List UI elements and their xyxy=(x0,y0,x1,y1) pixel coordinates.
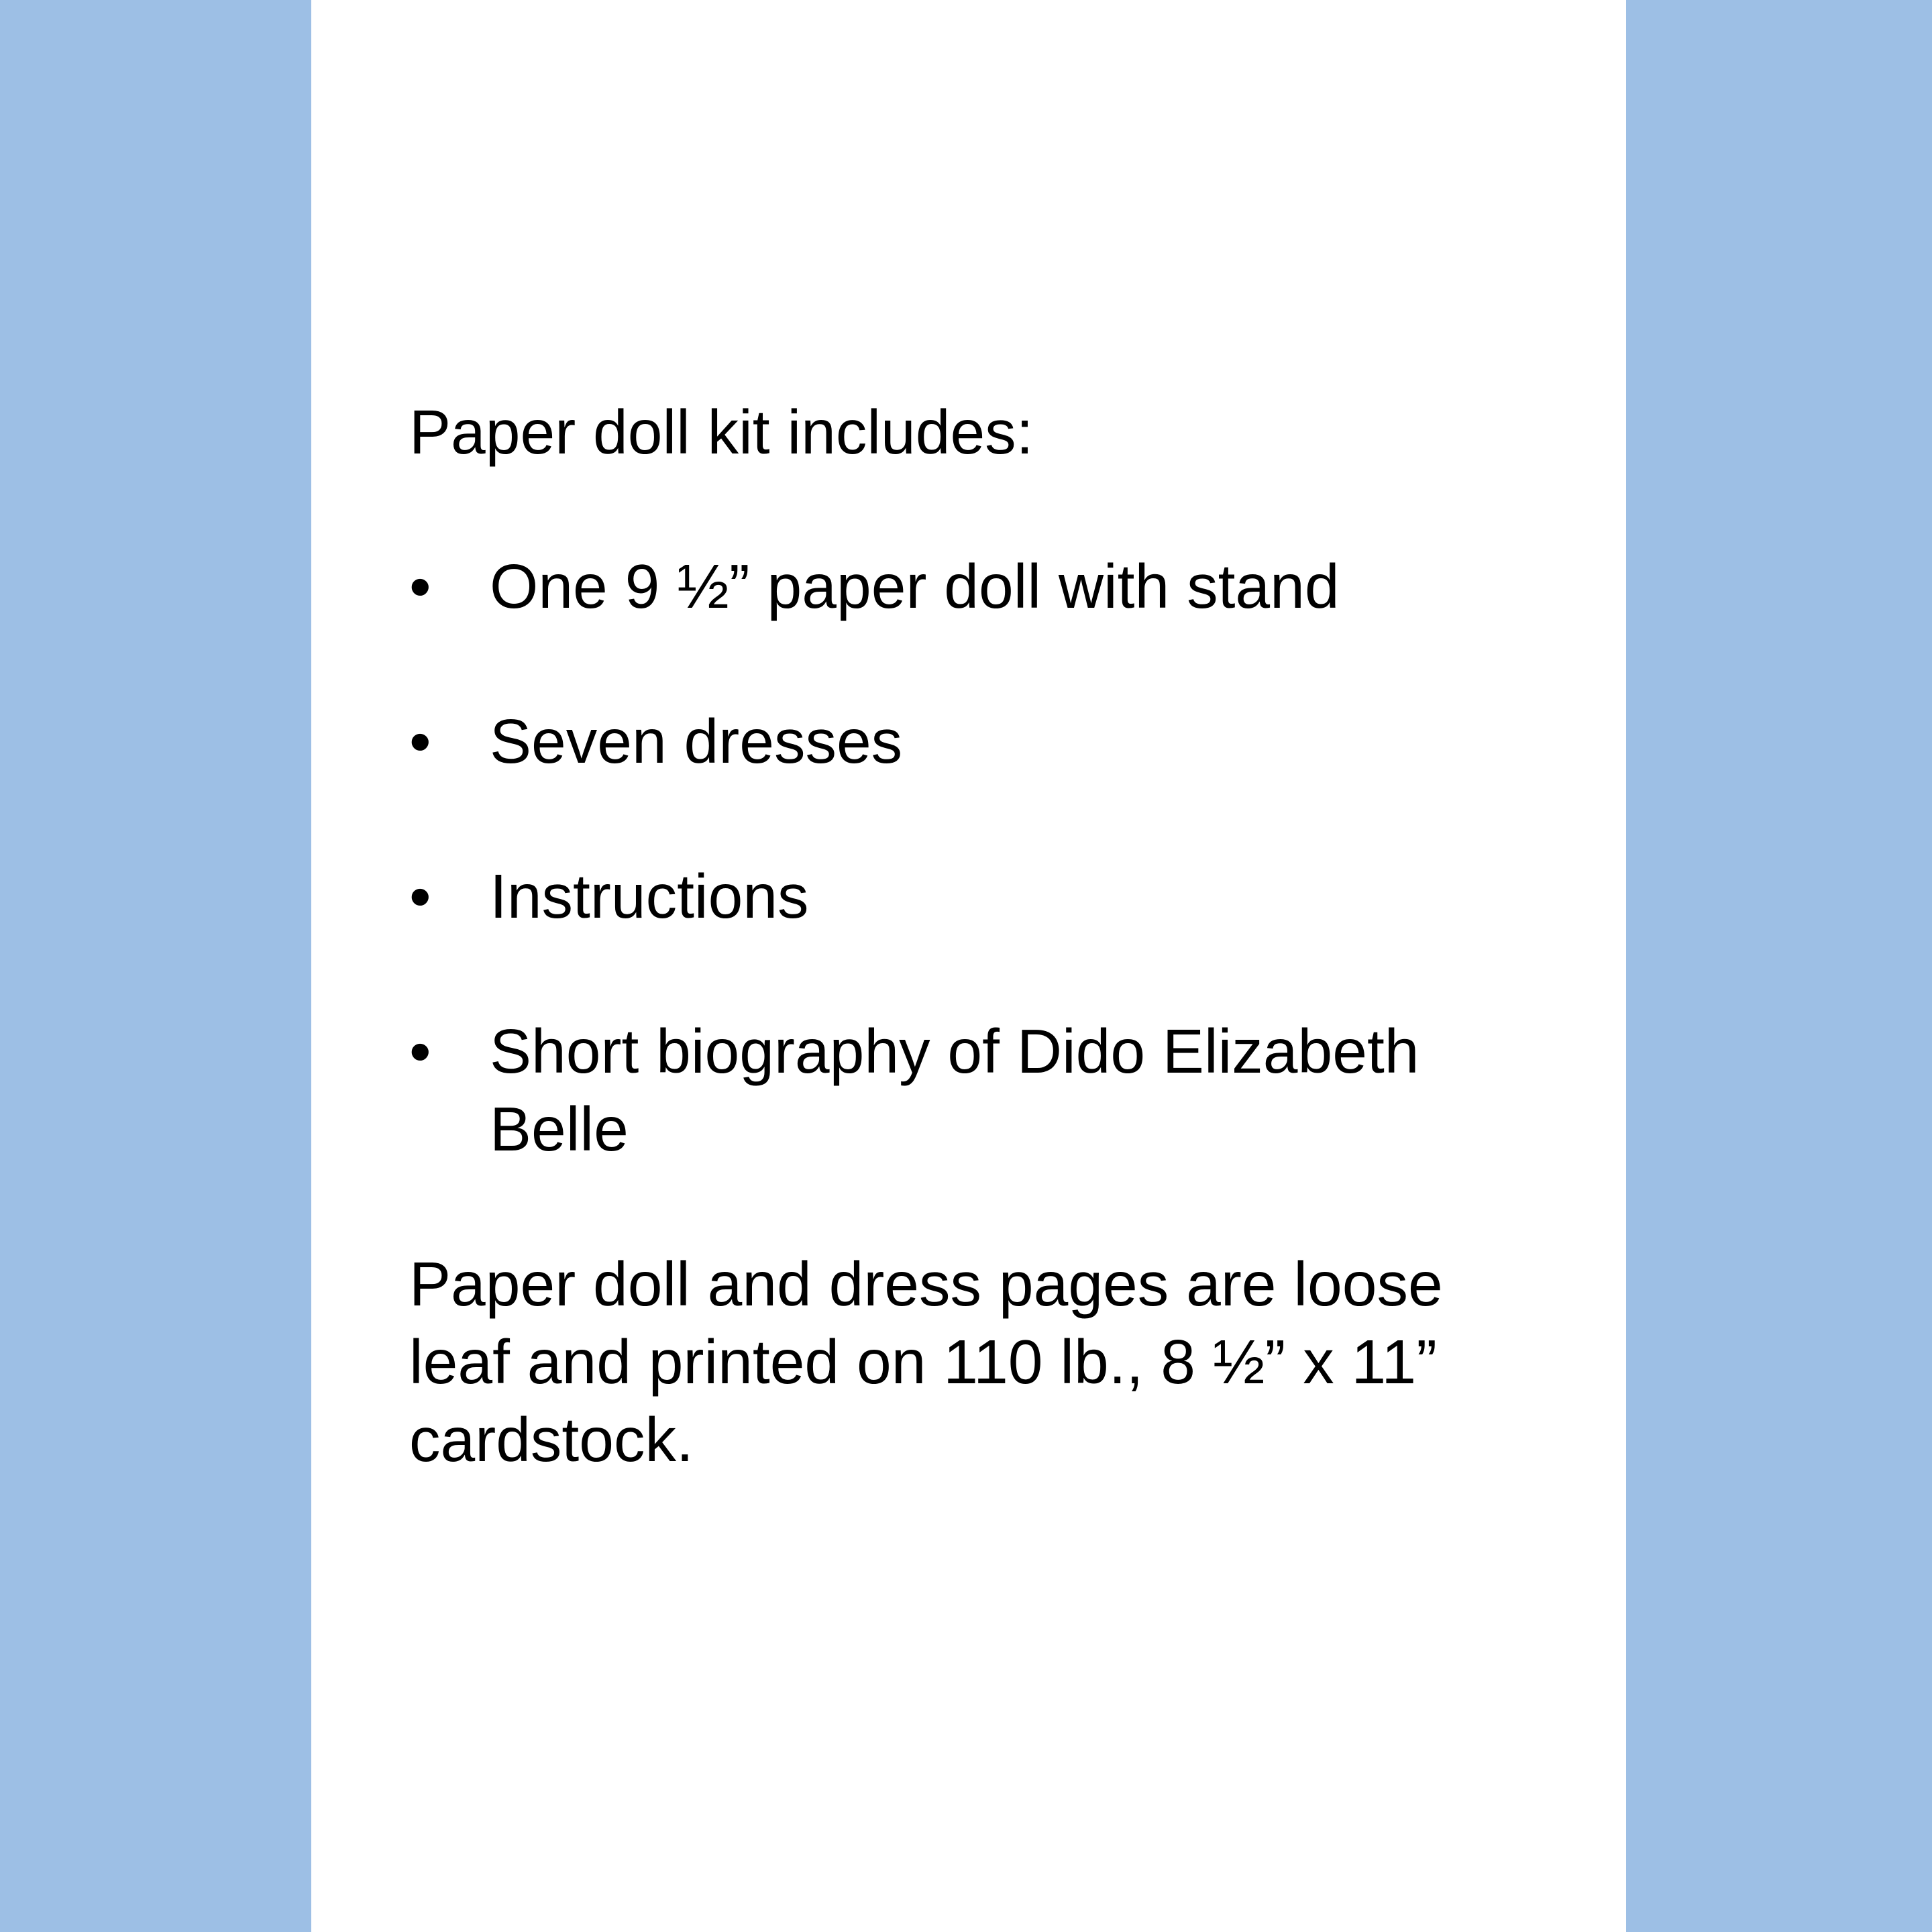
note-line: cardstock. xyxy=(409,1405,694,1474)
bullet-icon: • xyxy=(409,706,431,776)
note-line: leaf and printed on 110 lb., 8 ½” x 11” xyxy=(409,1327,1438,1397)
list-item-text-continued: Belle xyxy=(490,1094,629,1164)
list-item-text: Instructions xyxy=(490,861,809,931)
document-page xyxy=(311,0,1626,1932)
bullet-icon: • xyxy=(409,551,431,621)
kit-contents-list xyxy=(409,547,1576,1168)
bullet-icon: • xyxy=(409,861,431,931)
bullet-icon: • xyxy=(409,1016,431,1086)
list-item xyxy=(409,702,1576,780)
list-item-text: Short biography of Dido Elizabeth xyxy=(490,1016,1419,1086)
list-item-text: One 9 ½” paper doll with stand xyxy=(490,551,1340,621)
list-item-text: Seven dresses xyxy=(490,706,903,776)
kit-heading: Paper doll kit includes: xyxy=(409,397,1034,467)
list-item xyxy=(409,547,1576,625)
note-line: Paper doll and dress pages are loose xyxy=(409,1249,1443,1319)
printing-note xyxy=(409,1245,1496,1479)
list-item xyxy=(409,1012,1576,1168)
list-item xyxy=(409,857,1576,935)
page-content xyxy=(409,393,1576,1479)
